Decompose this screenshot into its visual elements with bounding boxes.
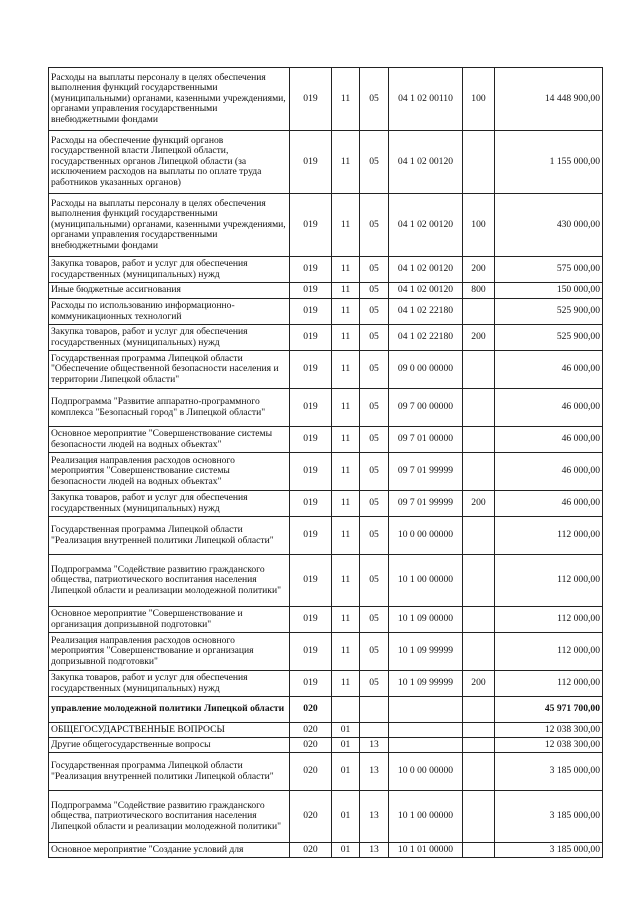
row-gr-code: 019 (290, 491, 332, 517)
row-subsection-code (360, 723, 389, 738)
row-target-article: 09 7 01 99999 (389, 491, 463, 517)
row-name: Подпрограмма "Развитие аппаратно-программного комплекса "Безопасный город" в Липецкой области" (49, 389, 290, 427)
table-row (49, 131, 603, 194)
row-subsection-code: 13 (360, 843, 389, 858)
row-expense-type (463, 389, 495, 427)
row-amount: 525 900,00 (495, 299, 603, 325)
row-expense-type (463, 697, 495, 723)
row-section-code: 11 (332, 389, 360, 427)
table-row (49, 723, 603, 738)
row-amount: 46 000,00 (495, 453, 603, 491)
row-amount: 46 000,00 (495, 427, 603, 453)
table-row (49, 517, 603, 555)
row-name: Закупка товаров, работ и услуг для обеспечения государственных (муниципальных) нужд (49, 325, 290, 351)
table-row (49, 671, 603, 697)
row-expense-type (463, 131, 495, 194)
row-section-code: 11 (332, 68, 360, 131)
row-section-code: 11 (332, 633, 360, 671)
row-section-code: 01 (332, 791, 360, 843)
row-subsection-code: 05 (360, 299, 389, 325)
row-section-code: 11 (332, 131, 360, 194)
row-section-code: 01 (332, 753, 360, 791)
row-amount: 46 000,00 (495, 351, 603, 389)
row-expense-type (463, 427, 495, 453)
table-row (49, 633, 603, 671)
row-name: Закупка товаров, работ и услуг для обеспечения государственных (муниципальных) нужд (49, 491, 290, 517)
row-subsection-code: 05 (360, 325, 389, 351)
table-row (49, 791, 603, 843)
row-expense-type: 200 (463, 671, 495, 697)
row-amount: 150 000,00 (495, 283, 603, 299)
row-gr-code: 019 (290, 299, 332, 325)
row-target-article: 04 1 02 22180 (389, 299, 463, 325)
row-amount: 112 000,00 (495, 671, 603, 697)
row-gr-code: 019 (290, 517, 332, 555)
row-expense-type (463, 791, 495, 843)
table-row (49, 299, 603, 325)
row-section-code: 11 (332, 257, 360, 283)
row-target-article: 09 0 00 00000 (389, 351, 463, 389)
row-amount: 3 185 000,00 (495, 843, 603, 858)
row-target-article: 04 1 02 00120 (389, 257, 463, 283)
row-amount: 112 000,00 (495, 517, 603, 555)
row-amount: 112 000,00 (495, 607, 603, 633)
row-target-article: 04 1 02 00110 (389, 68, 463, 131)
row-subsection-code: 05 (360, 351, 389, 389)
row-name: Подпрограмма "Содействие развитию гражданского общества, патриотического воспитания населения Липецкой области и реализации молодежной политики" (49, 555, 290, 607)
row-name: Подпрограмма "Содействие развитию гражданского общества, патриотического воспитания населения Липецкой области и реализации молодежной политики" (49, 791, 290, 843)
row-gr-code: 019 (290, 671, 332, 697)
row-amount: 46 000,00 (495, 491, 603, 517)
row-gr-code: 019 (290, 633, 332, 671)
row-target-article: 04 1 02 00120 (389, 283, 463, 299)
row-expense-type: 200 (463, 491, 495, 517)
row-name: Расходы на обеспечение функций органов государственной власти Липецкой области, государственных органов Липецкой области (за исключением расходов на выплаты по оплате труда работников указанных органов) (49, 131, 290, 194)
row-target-article: 09 7 01 00000 (389, 427, 463, 453)
row-expense-type (463, 555, 495, 607)
row-gr-code: 020 (290, 753, 332, 791)
row-section-code: 11 (332, 283, 360, 299)
row-amount: 46 000,00 (495, 389, 603, 427)
row-gr-code: 019 (290, 131, 332, 194)
row-amount: 12 038 300,00 (495, 723, 603, 738)
row-name: Государственная программа Липецкой области "Реализация внутренней политики Липецкой области" (49, 517, 290, 555)
row-name: Государственная программа Липецкой области "Реализация внутренней политики Липецкой области" (49, 753, 290, 791)
row-gr-code: 020 (290, 843, 332, 858)
row-section-code: 01 (332, 723, 360, 738)
row-amount: 14 448 900,00 (495, 68, 603, 131)
row-target-article: 10 1 00 00000 (389, 791, 463, 843)
row-target-article: 10 0 00 00000 (389, 517, 463, 555)
row-target-article: 04 1 02 00120 (389, 194, 463, 257)
row-gr-code: 019 (290, 257, 332, 283)
row-name: ОБЩЕГОСУДАРСТВЕННЫЕ ВОПРОСЫ (49, 723, 290, 738)
row-name: Закупка товаров, работ и услуг для обеспечения государственных (муниципальных) нужд (49, 257, 290, 283)
row-section-code: 11 (332, 517, 360, 555)
row-target-article: 04 1 02 22180 (389, 325, 463, 351)
row-target-article: 10 1 09 00000 (389, 607, 463, 633)
row-section-code: 11 (332, 194, 360, 257)
row-name: Расходы по использованию информационно-коммуникационных технологий (49, 299, 290, 325)
row-name: управление молодежной политики Липецкой области (49, 697, 290, 723)
row-section-code (332, 697, 360, 723)
row-subsection-code (360, 697, 389, 723)
table-row (49, 753, 603, 791)
row-name: Реализация направления расходов основного мероприятия "Совершенствование и организация допризывной подготовки" (49, 633, 290, 671)
row-name: Иные бюджетные ассигнования (49, 283, 290, 299)
row-target-article: 04 1 02 00120 (389, 131, 463, 194)
row-subsection-code: 13 (360, 738, 389, 753)
row-expense-type (463, 453, 495, 491)
row-target-article: 09 7 01 99999 (389, 453, 463, 491)
row-subsection-code: 13 (360, 753, 389, 791)
table-row (49, 697, 603, 723)
row-section-code: 01 (332, 738, 360, 753)
row-target-article: 10 0 00 00000 (389, 753, 463, 791)
row-subsection-code: 05 (360, 68, 389, 131)
row-section-code: 11 (332, 671, 360, 697)
row-section-code: 11 (332, 491, 360, 517)
row-gr-code: 019 (290, 453, 332, 491)
row-subsection-code: 05 (360, 517, 389, 555)
row-amount: 525 900,00 (495, 325, 603, 351)
row-expense-type: 100 (463, 68, 495, 131)
row-name: Основное мероприятие "Совершенствование системы безопасности людей на водных объектах" (49, 427, 290, 453)
table-row (49, 194, 603, 257)
row-target-article (389, 723, 463, 738)
row-expense-type (463, 633, 495, 671)
budget-table (48, 67, 603, 858)
row-section-code: 11 (332, 607, 360, 633)
row-expense-type (463, 738, 495, 753)
row-subsection-code: 05 (360, 671, 389, 697)
row-subsection-code: 13 (360, 791, 389, 843)
row-expense-type (463, 607, 495, 633)
row-gr-code: 020 (290, 791, 332, 843)
row-expense-type: 100 (463, 194, 495, 257)
row-gr-code: 019 (290, 427, 332, 453)
row-expense-type: 200 (463, 325, 495, 351)
table-row (49, 68, 603, 131)
row-amount: 1 155 000,00 (495, 131, 603, 194)
row-subsection-code: 05 (360, 427, 389, 453)
row-subsection-code: 05 (360, 257, 389, 283)
row-subsection-code: 05 (360, 389, 389, 427)
row-target-article: 09 7 00 00000 (389, 389, 463, 427)
row-target-article: 10 1 00 00000 (389, 555, 463, 607)
row-name: Расходы на выплаты персоналу в целях обеспечения выполнения функций государственными (муниципальными) органами, казенными учреждениями, органами управления государственными внебюджетными фондами (49, 194, 290, 257)
row-amount: 45 971 700,00 (495, 697, 603, 723)
row-expense-type (463, 723, 495, 738)
row-section-code: 11 (332, 453, 360, 491)
row-amount: 575 000,00 (495, 257, 603, 283)
row-section-code: 11 (332, 555, 360, 607)
row-gr-code: 020 (290, 738, 332, 753)
table-row (49, 351, 603, 389)
row-name: Основное мероприятие "Совершенствование и организация допризывной подготовки" (49, 607, 290, 633)
row-section-code: 11 (332, 427, 360, 453)
row-section-code: 11 (332, 299, 360, 325)
table-row (49, 491, 603, 517)
row-subsection-code: 05 (360, 491, 389, 517)
row-gr-code: 020 (290, 723, 332, 738)
table-row (49, 283, 603, 299)
table-row (49, 427, 603, 453)
table-row (49, 257, 603, 283)
row-expense-type (463, 351, 495, 389)
table-row (49, 738, 603, 753)
row-section-code: 11 (332, 351, 360, 389)
row-amount: 112 000,00 (495, 555, 603, 607)
row-amount: 3 185 000,00 (495, 791, 603, 843)
row-gr-code: 019 (290, 607, 332, 633)
row-subsection-code: 05 (360, 453, 389, 491)
table-row (49, 607, 603, 633)
row-subsection-code: 05 (360, 633, 389, 671)
row-subsection-code: 05 (360, 555, 389, 607)
row-subsection-code: 05 (360, 283, 389, 299)
row-name: Основное мероприятие "Создание условий для (49, 843, 290, 858)
table-row (49, 389, 603, 427)
row-subsection-code: 05 (360, 131, 389, 194)
row-amount: 112 000,00 (495, 633, 603, 671)
row-gr-code: 019 (290, 389, 332, 427)
row-name: Реализация направления расходов основного мероприятия "Совершенствование системы безопасности людей на водных объектах" (49, 453, 290, 491)
row-target-article (389, 697, 463, 723)
table-row (49, 555, 603, 607)
row-amount: 3 185 000,00 (495, 753, 603, 791)
row-target-article: 10 1 09 99999 (389, 633, 463, 671)
row-expense-type (463, 299, 495, 325)
table-row (49, 325, 603, 351)
row-expense-type (463, 753, 495, 791)
table-row (49, 843, 603, 858)
row-gr-code: 019 (290, 194, 332, 257)
row-name: Государственная программа Липецкой области "Обеспечение общественной безопасности населения и территории Липецкой области" (49, 351, 290, 389)
row-expense-type: 200 (463, 257, 495, 283)
budget-table-body (49, 68, 603, 858)
row-gr-code: 020 (290, 697, 332, 723)
row-amount: 12 038 300,00 (495, 738, 603, 753)
row-target-article: 10 1 09 99999 (389, 671, 463, 697)
row-name: Другие общегосударственные вопросы (49, 738, 290, 753)
row-name: Расходы на выплаты персоналу в целях обеспечения выполнения функций государственными (муниципальными) органами, казенными учреждениями, органами управления государственными внебюджетными фондами (49, 68, 290, 131)
row-gr-code: 019 (290, 325, 332, 351)
row-section-code: 01 (332, 843, 360, 858)
row-subsection-code: 05 (360, 607, 389, 633)
table-row (49, 453, 603, 491)
row-gr-code: 019 (290, 351, 332, 389)
row-target-article (389, 738, 463, 753)
row-target-article: 10 1 01 00000 (389, 843, 463, 858)
row-expense-type: 800 (463, 283, 495, 299)
row-expense-type (463, 517, 495, 555)
row-expense-type (463, 843, 495, 858)
row-gr-code: 019 (290, 68, 332, 131)
row-gr-code: 019 (290, 283, 332, 299)
row-amount: 430 000,00 (495, 194, 603, 257)
row-name: Закупка товаров, работ и услуг для обеспечения государственных (муниципальных) нужд (49, 671, 290, 697)
row-subsection-code: 05 (360, 194, 389, 257)
row-gr-code: 019 (290, 555, 332, 607)
row-section-code: 11 (332, 325, 360, 351)
